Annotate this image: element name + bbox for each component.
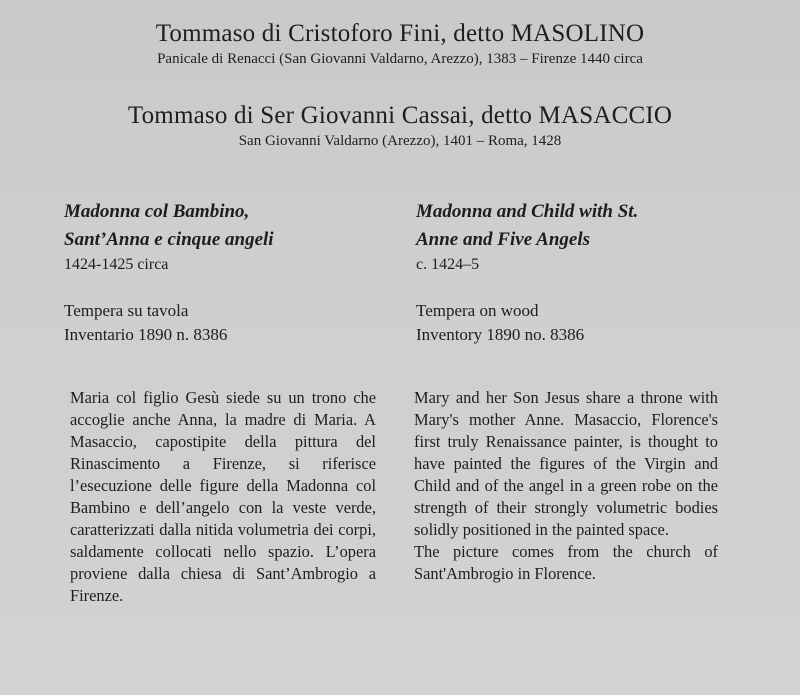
artwork-title-line1: Madonna and Child with St. <box>416 201 639 222</box>
description-paragraph: The picture comes from the church of Sant'Ambrogio in Florence. <box>414 542 718 583</box>
artist-bio: San Giovanni Valdarno (Arezzo), 1401 – Roma, 1428 <box>238 133 562 149</box>
artist-masaccio <box>0 102 800 150</box>
artwork-medium: Tempera su tavola <box>64 301 189 320</box>
artwork-medium: Tempera on wood <box>416 301 539 320</box>
artwork-date: c. 1424–5 <box>416 256 480 273</box>
artwork-title-line1: Madonna col Bambino, <box>64 201 250 222</box>
italian-description <box>70 387 376 607</box>
italian-column <box>64 198 386 347</box>
artist-name: Tommaso di Cristoforo Fini, detto MASOLINO <box>155 20 645 47</box>
description-paragraph: Maria col figlio Gesù siede su un trono che accoglie anche Anna, la madre di Maria. A Masaccio, capostipite della pittura del Rinascimento a Firenze, si riferisce l’esecuzione delle figure della Madonna col Bambino e dell’angelo con la veste verde, caratterizzati dalla nitida volumetria dei corpi, saldamente collocati nello spazio. L’opera proviene dalla chiesa di Sant’Ambrogio a Firenze. <box>70 388 376 605</box>
artwork-date: 1424-1425 circa <box>64 256 169 273</box>
artwork-inventory: Inventario 1890 n. 8386 <box>64 325 228 344</box>
description-paragraph: Mary and her Son Jesus share a throne with Mary's mother Anne. Masaccio, Florence's first truly Renaissance painter, is thought to have painted the figures of the Virgin and Child and of the angel in a green robe on the strength of their strongly volumetric bodies solidly positioned in the painted space. <box>414 388 718 539</box>
artwork-title-line2: Anne and Five Angels <box>416 229 591 250</box>
english-description <box>414 387 718 585</box>
artist-masolino <box>0 20 800 68</box>
artist-name: Tommaso di Ser Giovanni Cassai, detto MASACCIO <box>127 102 673 129</box>
artwork-title-line2: Sant’Anna e cinque angeli <box>64 229 274 250</box>
english-column <box>416 198 738 347</box>
artwork-inventory: Inventory 1890 no. 8386 <box>416 325 585 344</box>
artist-bio: Panicale di Renacci (San Giovanni Valdarno, Arezzo), 1383 – Firenze 1440 circa <box>157 51 643 67</box>
